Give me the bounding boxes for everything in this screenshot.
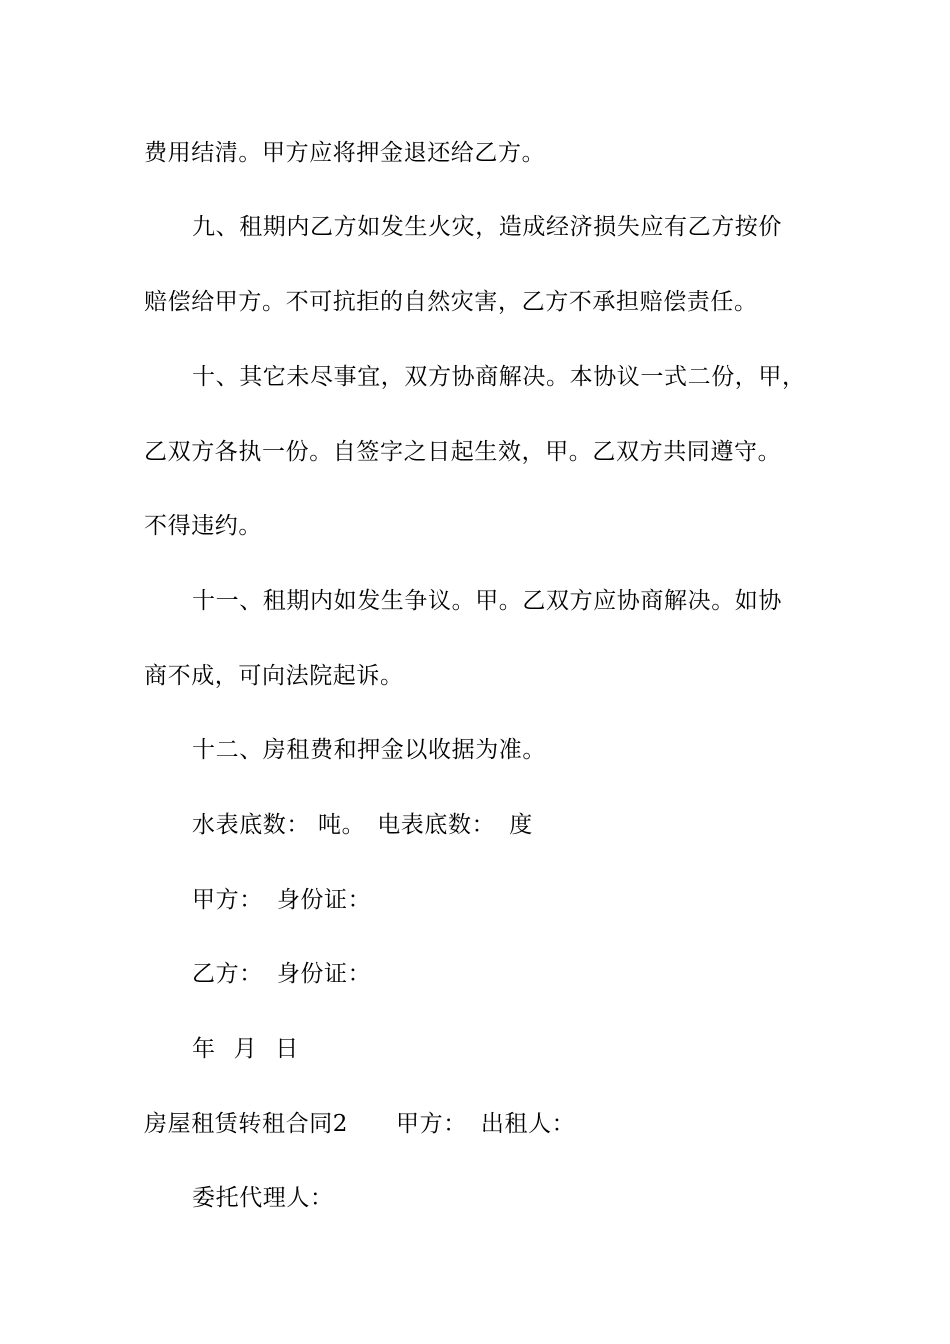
clause-ten: 十、其它未尽事宜，双方协商解决。本协议一式二份，甲， — [192, 364, 806, 390]
text-line: 商不成，可向法院起诉。 — [144, 663, 404, 689]
contract-two-lessor: 出租人： — [480, 1111, 576, 1137]
electric-meter-unit: 度 — [509, 812, 533, 838]
clause-nine: 九、租期内乙方如发生火灾，造成经济损失应有乙方按价 — [192, 214, 782, 240]
party-b-id-label: 身份证： — [276, 961, 372, 987]
contract-two-party-a: 甲方： — [396, 1111, 467, 1137]
party-a-label: 甲方： — [192, 887, 263, 913]
water-meter-unit: 吨。 — [318, 812, 366, 838]
contract-two-title: 房屋租赁转租合同2 — [144, 1111, 349, 1137]
date-day: 日 — [275, 1036, 299, 1062]
party-a-signature — [192, 885, 371, 915]
water-meter-label: 水表底数： — [192, 812, 310, 838]
party-b-label: 乙方： — [192, 961, 263, 987]
agent-line: 委托代理人： — [192, 1185, 334, 1211]
date-year: 年 — [192, 1036, 216, 1062]
party-a-id-label: 身份证： — [276, 887, 372, 913]
electric-meter-label: 电表底数： — [377, 812, 496, 838]
signing-date — [192, 1034, 299, 1064]
clause-eleven: 十一、租期内如发生争议。甲。乙双方应协商解决。如协 — [192, 588, 782, 614]
contract-two-heading — [144, 1109, 575, 1139]
party-b-signature — [192, 959, 371, 989]
meter-readings — [192, 810, 533, 840]
text-line: 赔偿给甲方。不可抗拒的自然灾害，乙方不承担赔偿责任。 — [144, 289, 758, 315]
date-month: 月 — [233, 1036, 258, 1062]
text-line: 乙双方各执一份。自签字之日起生效，甲。乙双方共同遵守。 — [144, 439, 782, 465]
clause-twelve: 十二、房租费和押金以收据为准。 — [192, 737, 546, 763]
text-line: 费用结清。甲方应将押金退还给乙方。 — [144, 140, 546, 166]
text-line: 不得违约。 — [144, 513, 262, 539]
